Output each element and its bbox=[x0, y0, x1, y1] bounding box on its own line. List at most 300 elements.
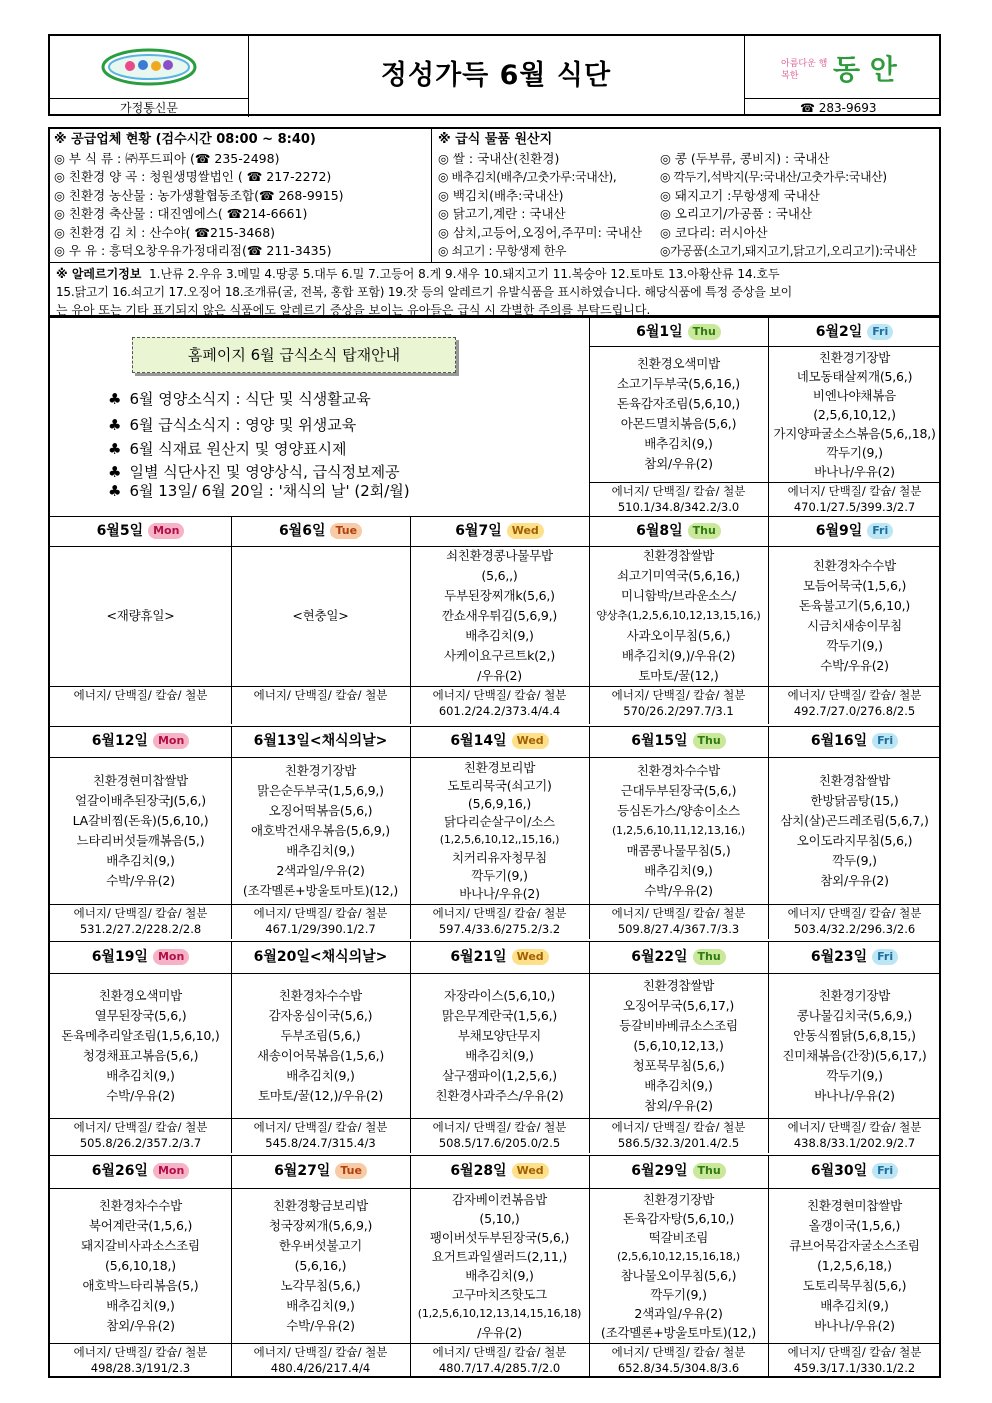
day-menu bbox=[589, 1188, 768, 1343]
menu-item: 도토리묵국(쇠고기) bbox=[447, 777, 552, 793]
day-date: 6월21일 bbox=[450, 949, 507, 965]
menu-item: 깍두(9,) bbox=[832, 852, 877, 868]
menu-item: 친환경기장밥 bbox=[642, 1191, 715, 1207]
allergy-text: 1.난류 2.우유 3.메밀 4.땅콩 5.대두 6.밀 7.고등어 8.게 9.새우 10.돼지고기 11.복숭아 12.토마토 13.아황산류 14.호두 bbox=[149, 267, 780, 281]
nutrition-values: 498/28.3/191/2.3 bbox=[90, 1361, 191, 1375]
menu-item: 참외/우유(2) bbox=[644, 456, 713, 471]
weekday-badge: Fri bbox=[867, 324, 893, 340]
day-header bbox=[768, 726, 941, 757]
nutrition-values: 492.7/27.0/276.8/2.5 bbox=[793, 704, 916, 718]
day-menu bbox=[768, 546, 941, 686]
day-date: 6월30일 bbox=[810, 1163, 868, 1179]
district-logo-small: 아름다운 행복한 bbox=[781, 59, 828, 81]
menu-item: 고구마치즈핫도그 bbox=[451, 1286, 547, 1302]
day-date: 6월7일 bbox=[455, 523, 502, 539]
menu-item: 요거트과일샐러드(2,11,) bbox=[431, 1248, 568, 1264]
day-header bbox=[589, 726, 768, 757]
nutrition-info bbox=[768, 1118, 941, 1154]
menu-item: 수박/우유(2) bbox=[820, 658, 889, 673]
nutrition-info bbox=[589, 904, 768, 940]
menu-item: 올갱이국(1,5,6,) bbox=[808, 1217, 901, 1233]
notice-item bbox=[108, 438, 346, 459]
menu-item: 참외/우유(2) bbox=[106, 1317, 175, 1333]
day-menu bbox=[589, 757, 768, 904]
weekday-badge: Thu bbox=[693, 1163, 726, 1179]
weekday-badge: Wed bbox=[507, 523, 544, 539]
menu-item: 감자베이컨볶음밥 bbox=[451, 1191, 547, 1207]
menu-item: 친환경찹쌀밥 bbox=[642, 548, 715, 563]
menu-item: 깐쇼새우튀김(5,6,9,) bbox=[441, 608, 558, 623]
menu-item: (5,10,) bbox=[479, 1210, 520, 1226]
nutrition-values: 438.8/33.1/202.9/2.7 bbox=[793, 1136, 916, 1150]
origin-row bbox=[438, 224, 941, 243]
day-menu bbox=[589, 546, 768, 686]
nutrition-info bbox=[589, 482, 768, 517]
day-date: 6월5일 bbox=[96, 523, 144, 539]
menu-item: 수박/우유(2) bbox=[286, 1317, 355, 1333]
nutrition-info bbox=[589, 1343, 768, 1378]
nutrition-info bbox=[410, 1343, 589, 1378]
origin-item: ◎ 백김치(배추:국내산) bbox=[438, 187, 564, 203]
day-menu bbox=[231, 757, 410, 904]
day-date: 6월26일 bbox=[91, 1163, 148, 1179]
menu-item: 2색과일/우유(2) bbox=[634, 1305, 723, 1321]
notice-item bbox=[108, 388, 371, 409]
menu-item: (조각멜론+방울토마토)(12,) bbox=[242, 882, 399, 898]
menu-item: 깍두기(9,) bbox=[826, 1067, 883, 1083]
menu-item: 배추김치(9,) bbox=[106, 1297, 175, 1313]
menu-item: 친환경차수수밥 bbox=[98, 1197, 183, 1213]
menu-item: 도토리묵무침(5,6,) bbox=[802, 1277, 907, 1293]
menu-item: 쇠고기미역국(5,6,16,) bbox=[617, 568, 740, 583]
menu-item: <현충일> bbox=[292, 608, 349, 623]
allergy-heading: ※ 알레르기정보 bbox=[56, 267, 142, 281]
menu-item: 모듬어묵국(1,5,6,) bbox=[802, 578, 907, 593]
menu-item: 진미채볶음(간장)(5,6,17,) bbox=[782, 1047, 927, 1063]
menu-item: 삼치(살)곤드레조림(5,6,7,) bbox=[780, 812, 929, 828]
menu-item: 배추김치(9,) bbox=[106, 852, 175, 868]
phone-number: ☎ 283-9693 bbox=[744, 98, 941, 116]
nutrition-label: 에너지/ 단백질/ 칼슘/ 철분 bbox=[432, 1345, 567, 1359]
nutrition-label: 에너지/ 단백질/ 칼슘/ 철분 bbox=[253, 1345, 388, 1359]
notice-text: 6월 식재료 원산지 및 영양표시제 bbox=[129, 440, 347, 458]
origin-item: ◎ 닭고기,계란 : 국내산 bbox=[438, 206, 566, 221]
weekday-badge: Wed bbox=[512, 1163, 549, 1179]
day-date: 6월23일 bbox=[810, 949, 868, 965]
menu-item: 한우버섯불고기 bbox=[278, 1237, 363, 1253]
origin-row bbox=[438, 242, 941, 261]
weekday-badge: Fri bbox=[872, 1163, 898, 1179]
weekday-badge: Fri bbox=[872, 949, 898, 965]
day-date: 6월12일 bbox=[91, 733, 148, 749]
nutrition-label: 에너지/ 단백질/ 칼슘/ 철분 bbox=[611, 688, 746, 702]
day-header bbox=[768, 516, 941, 546]
day-header bbox=[589, 318, 768, 346]
nutrition-values: 531.2/27.2/228.2/2.8 bbox=[79, 922, 202, 936]
menu-item: 청포묵무침(5,6,) bbox=[632, 1057, 725, 1073]
nutrition-info bbox=[768, 686, 941, 725]
origin-heading: ※ 급식 물품 원산지 bbox=[438, 132, 553, 147]
day-header bbox=[410, 941, 589, 973]
nutrition-label: 에너지/ 단백질/ 칼슘/ 철분 bbox=[611, 1120, 746, 1134]
day-menu bbox=[410, 973, 589, 1118]
menu-item: 친환경사과주스/우유(2) bbox=[435, 1087, 564, 1103]
nutrition-label: 에너지/ 단백질/ 칼슘/ 철분 bbox=[253, 1120, 388, 1134]
menu-item: 수박/우유(2) bbox=[106, 1087, 175, 1103]
day-date: 6월15일 bbox=[631, 733, 688, 749]
day-menu bbox=[410, 1188, 589, 1343]
menu-item: 양상추(1,2,5,6,10,12,13,15,16,) bbox=[596, 609, 761, 622]
menu-item: 매콤콩나물무침(5,) bbox=[626, 842, 731, 858]
day-menu bbox=[768, 1188, 941, 1343]
nutrition-values: 470.1/27.5/399.3/2.7 bbox=[793, 500, 916, 514]
menu-item: 부채모양단무지 bbox=[457, 1027, 542, 1043]
menu-item: 근대두부된장국(5,6,) bbox=[620, 782, 737, 798]
nutrition-info bbox=[50, 686, 231, 725]
menu-item: 등심돈가스/양송이소스 bbox=[617, 802, 740, 818]
menu-item: 두부조림(5,6,) bbox=[280, 1027, 361, 1043]
nutrition-values: 601.2/24.2/373.4/4.4 bbox=[438, 704, 561, 718]
menu-item: 돼지갈비사과소스조림 bbox=[81, 1237, 200, 1253]
menu-item: 애호박느타리볶음(5,) bbox=[82, 1277, 199, 1293]
weekday-badge: Fri bbox=[872, 733, 898, 749]
menu-item: 친환경기장밥 bbox=[284, 762, 357, 778]
origin-item: ◎ 쇠고기 : 무항생제 한우 bbox=[438, 244, 567, 258]
day-date: 6월29일 bbox=[631, 1163, 688, 1179]
menu-item: 떡갈비조림 bbox=[648, 1229, 709, 1245]
menu-item: 맑은순두부국(1,5,6,9,) bbox=[257, 782, 384, 798]
menu-item: 친환경현미찹쌀밥 bbox=[92, 772, 188, 788]
club-icon: ♣ bbox=[108, 463, 122, 481]
nutrition-info bbox=[589, 686, 768, 725]
menu-item: 깍두기(9,) bbox=[471, 867, 528, 883]
nutrition-info bbox=[50, 1118, 231, 1154]
menu-item: 깍두기(9,) bbox=[826, 638, 883, 653]
weekday-badge: Tue bbox=[335, 1163, 367, 1179]
notice-text: 일별 식단사진 및 영양상식, 급식정보제공 bbox=[129, 463, 400, 481]
menu-item: 맑은무계란국(1,5,6,) bbox=[441, 1007, 558, 1023]
nutrition-label: 에너지/ 단백질/ 칼슘/ 철분 bbox=[432, 688, 567, 702]
district-logo bbox=[744, 36, 942, 98]
menu-item: 닭다리순살구이/소스 bbox=[444, 813, 555, 829]
menu-item: /우유(2) bbox=[477, 1324, 522, 1340]
nutrition-info bbox=[231, 1118, 410, 1154]
menu-item: 친환경보리밥 bbox=[463, 759, 536, 775]
menu-item: 배추김치(9,) bbox=[644, 1077, 713, 1093]
nutrition-label: 에너지/ 단백질/ 칼슘/ 철분 bbox=[73, 688, 208, 702]
menu-item: 청경채표고볶음(5,6,) bbox=[82, 1047, 199, 1063]
nutrition-label: 에너지/ 단백질/ 칼슘/ 철분 bbox=[253, 688, 388, 702]
info-panel bbox=[48, 127, 941, 317]
menu-item: 콩나물김치국(5,6,9,) bbox=[796, 1007, 913, 1023]
menu-item: 등갈비바베큐소스조림 bbox=[619, 1017, 738, 1033]
day-menu bbox=[768, 973, 941, 1118]
menu-item: 배추김치(9,) bbox=[644, 862, 713, 878]
school-logo bbox=[50, 36, 249, 98]
day-header bbox=[50, 516, 231, 546]
menu-item: 친환경기장밥 bbox=[818, 987, 891, 1003]
suppliers-heading: ※ 공급업체 현황 (검수시간 08:00 ~ 8:40) bbox=[54, 132, 316, 147]
weekday-badge: Mon bbox=[153, 733, 189, 749]
menu-item: (1,2,5,6,10,12,,15,16,) bbox=[439, 832, 560, 846]
menu-item: 소고기두부국(5,6,16,) bbox=[617, 376, 740, 391]
menu-item: 토마토/꿀(12,)/우유(2) bbox=[257, 1087, 383, 1103]
origin-row bbox=[438, 205, 941, 224]
day-header bbox=[410, 516, 589, 546]
menu-item: 열무된장국(5,6,) bbox=[94, 1007, 187, 1023]
menu-item: 돈육불고기(5,6,10,) bbox=[798, 598, 911, 613]
menu-item: 애호박건새우볶음(5,6,9,) bbox=[251, 822, 390, 838]
page-title: 정성가득 6월 식단 bbox=[380, 60, 612, 91]
menu-item: 느타리버섯들깨볶음(5,) bbox=[76, 832, 205, 848]
menu-item: 팽이버섯두부된장국(5,6,) bbox=[429, 1229, 570, 1245]
day-menu bbox=[231, 973, 410, 1118]
menu-item: 치커리유자청무침 bbox=[451, 849, 547, 865]
menu-item: 네모동태살찌개(5,6,) bbox=[796, 368, 913, 384]
origin-row bbox=[438, 150, 941, 169]
menu-item: 친환경차수수밥 bbox=[636, 762, 721, 778]
nutrition-values: 508.5/17.6/205.0/2.5 bbox=[438, 1136, 561, 1150]
menu-item: (5,6,9,16,) bbox=[467, 795, 532, 811]
nutrition-values: 480.7/17.4/285.7/2.0 bbox=[438, 1361, 561, 1375]
menu-item: <재량휴일> bbox=[106, 608, 175, 623]
nutrition-info bbox=[50, 1343, 231, 1378]
day-menu bbox=[231, 546, 410, 686]
menu-item: 시금치새송이무침 bbox=[806, 618, 902, 633]
weekday-badge: Mon bbox=[153, 949, 189, 965]
supplier-line: ◎ 친환경 양 곡 : 청원생명쌀법인 ( ☎ 217-2272) bbox=[54, 169, 332, 184]
menu-item: 깍두기(9,) bbox=[826, 444, 883, 460]
day-header bbox=[589, 516, 768, 546]
origin-item: ◎ 배추김치(배추/고춧가루:국내산), bbox=[438, 170, 617, 184]
nutrition-label: 에너지/ 단백질/ 칼슘/ 철분 bbox=[787, 906, 922, 920]
menu-item: 쇠친환경콩나물무밥 bbox=[446, 548, 553, 563]
notice-text: 6월 13일/ 6월 20일 : '채식의 날' (2회/월) bbox=[129, 482, 410, 500]
day-menu bbox=[768, 757, 941, 904]
nutrition-values: 652.8/34.5/304.8/3.6 bbox=[617, 1361, 740, 1375]
weekday-badge: Thu bbox=[693, 949, 726, 965]
menu-item: (2,5,6,10,12,15,16,18,) bbox=[617, 1249, 740, 1263]
nutrition-info bbox=[589, 1118, 768, 1154]
menu-item: 배추김치(9,) bbox=[286, 1067, 355, 1083]
nutrition-info bbox=[410, 904, 589, 940]
nutrition-label: 에너지/ 단백질/ 칼슘/ 철분 bbox=[432, 906, 567, 920]
nutrition-label: 에너지/ 단백질/ 칼슘/ 철분 bbox=[611, 484, 746, 498]
nutrition-label: 에너지/ 단백질/ 칼슘/ 철분 bbox=[787, 1345, 922, 1359]
day-header bbox=[410, 726, 589, 757]
nutrition-values: 510.1/34.8/342.2/3.0 bbox=[617, 500, 740, 514]
nutrition-values: 503.4/32.2/296.3/2.6 bbox=[793, 922, 916, 936]
notice-item bbox=[108, 414, 356, 435]
day-date: 6월2일 bbox=[815, 324, 863, 340]
day-date: 6월20일<채식의날> bbox=[253, 949, 388, 965]
supplier-line: ◎ 친환경 김 치 : 산수야( ☎215-3468) bbox=[54, 224, 276, 240]
origin-item: ◎ 콩 (두부류, 콩비지) : 국내산 bbox=[660, 150, 830, 166]
nutrition-label: 에너지/ 단백질/ 칼슘/ 철분 bbox=[253, 906, 388, 920]
nutrition-info bbox=[410, 1118, 589, 1154]
weekday-badge: Thu bbox=[688, 324, 721, 340]
allergy-info bbox=[50, 262, 941, 317]
menu-item: 아몬드멸치볶음(5,6,) bbox=[620, 416, 737, 431]
day-header bbox=[231, 516, 410, 546]
day-menu bbox=[231, 1188, 410, 1343]
day-date: 6월13일<채식의날> bbox=[253, 733, 388, 749]
day-menu bbox=[50, 546, 231, 686]
day-date: 6월16일 bbox=[810, 733, 868, 749]
menu-item: 친환경오색미밥 bbox=[636, 356, 721, 371]
menu-item: 한방닭곰탕(15,) bbox=[810, 792, 899, 808]
menu-item: (2,5,6,10,12,) bbox=[813, 406, 896, 422]
menu-item: 배추김치(9,) bbox=[465, 1047, 534, 1063]
weekday-badge: Thu bbox=[688, 523, 721, 539]
menu-item: 사케이요구르트k(2,) bbox=[443, 648, 556, 663]
menu-item: 사과오이무침(5,6,) bbox=[626, 628, 731, 643]
menu-item: 배추김치(9,) bbox=[286, 1297, 355, 1313]
nutrition-label: 에너지/ 단백질/ 칼슘/ 철분 bbox=[73, 1345, 208, 1359]
nutrition-label: 에너지/ 단백질/ 칼슘/ 철분 bbox=[432, 1120, 567, 1134]
notice-item bbox=[108, 461, 400, 482]
menu-item: 참외/우유(2) bbox=[644, 1097, 713, 1113]
menu-item: 2색과일/우유(2) bbox=[276, 862, 365, 878]
nutrition-values: 597.4/33.6/275.2/3.2 bbox=[438, 922, 561, 936]
club-icon: ♣ bbox=[108, 440, 122, 458]
day-date: 6월14일 bbox=[450, 733, 507, 749]
day-menu bbox=[410, 757, 589, 904]
menu-item: 배추김치(9,) bbox=[286, 842, 355, 858]
day-menu bbox=[50, 757, 231, 904]
menu-item: 배추김치(9,) bbox=[465, 628, 534, 643]
day-menu bbox=[50, 973, 231, 1118]
nutrition-values: 467.1/29/390.1/2.7 bbox=[265, 922, 376, 936]
origin-item: ◎ 깍두기,석박지(무:국내산/고춧가루:국내산) bbox=[660, 170, 887, 184]
nutrition-values: 586.5/32.3/201.4/2.5 bbox=[617, 1136, 740, 1150]
club-icon: ♣ bbox=[108, 390, 122, 408]
nutrition-info bbox=[231, 686, 410, 725]
menu-item: 안동식찜닭(5,6,8,15,) bbox=[793, 1027, 916, 1043]
allergy-text: 는 유아 또는 기타 표기되지 않은 식품에도 알레르기 증상을 보이는 유아들은 급식 시 각별한 주의를 부탁드립니다. bbox=[56, 303, 651, 317]
day-header bbox=[50, 1155, 231, 1188]
menu-item: 노각무침(5,6,) bbox=[280, 1277, 361, 1293]
notice-title: 홈페이지 6월 급식소식 탑재안내 bbox=[132, 337, 456, 373]
menu-item: (5,6,16,) bbox=[294, 1257, 347, 1273]
day-menu bbox=[768, 346, 941, 482]
menu-item: 돈육메추리알조림(1,5,6,10,) bbox=[61, 1027, 220, 1043]
menu-item: 살구잼파이(1,2,5,6,) bbox=[442, 1067, 557, 1083]
menu-item: /우유(2) bbox=[477, 668, 522, 683]
menu-item: (1,2,5,6,18,) bbox=[817, 1257, 892, 1273]
menu-item: 친환경차수수밥 bbox=[278, 987, 363, 1003]
notice-text: 6월 급식소식지 : 영양 및 위생교육 bbox=[129, 416, 357, 434]
day-header bbox=[231, 726, 410, 757]
weekday-badge: Tue bbox=[330, 523, 362, 539]
nutrition-values: 509.8/27.4/367.7/3.3 bbox=[617, 922, 740, 936]
nutrition-label: 에너지/ 단백질/ 칼슘/ 철분 bbox=[787, 1120, 922, 1134]
header bbox=[48, 34, 941, 116]
menu-item: 비엔나야채볶음 bbox=[812, 387, 897, 403]
menu-item: 큐브어묵감자굴소스조림 bbox=[789, 1237, 920, 1253]
nutrition-info bbox=[768, 482, 941, 517]
menu-item: 오징어무국(5,6,17,) bbox=[622, 997, 735, 1013]
day-header bbox=[768, 318, 941, 346]
weekday-badge: Mon bbox=[148, 523, 184, 539]
menu-item: 친환경황금보리밥 bbox=[272, 1197, 368, 1213]
menu-item: 배추김치(9,) bbox=[644, 436, 713, 451]
origin-row bbox=[438, 187, 941, 206]
day-date: 6월8일 bbox=[636, 523, 683, 539]
nutrition-info bbox=[231, 1343, 410, 1378]
menu-item: (1,2,5,6,10,12,13,14,15,16,18) bbox=[417, 1306, 582, 1320]
nutrition-values: 459.3/17.1/330.1/2.2 bbox=[793, 1361, 916, 1375]
menu-item: 청국장찌개(5,6,9,) bbox=[268, 1217, 373, 1233]
nutrition-info bbox=[768, 904, 941, 940]
menu-item: 북어계란국(1,5,6,) bbox=[88, 1217, 193, 1233]
left-caption: 가정통신문 bbox=[50, 98, 249, 117]
day-date: 6월6일 bbox=[278, 523, 326, 539]
origin-item: ◎ 돼지고기 :무항생제 국내산 bbox=[660, 187, 820, 203]
menu-item: 바나나/우유(2) bbox=[459, 885, 540, 901]
menu-item: 새송이어묵볶음(1,5,6,) bbox=[256, 1047, 385, 1063]
origin-item: ◎가공품(소고기,돼지고기,닭고기,오리고기):국내산 bbox=[660, 244, 917, 258]
weekday-badge: Wed bbox=[512, 733, 549, 749]
menu-item: 수박/우유(2) bbox=[106, 872, 175, 888]
day-header bbox=[410, 1155, 589, 1188]
weekday-badge: Fri bbox=[867, 523, 893, 539]
day-date: 6월1일 bbox=[636, 324, 683, 340]
menu-item: (1,2,5,6,10,11,12,13,16,) bbox=[611, 823, 746, 837]
menu-item: 친환경찹쌀밥 bbox=[642, 977, 715, 993]
day-menu bbox=[589, 973, 768, 1118]
day-menu bbox=[50, 1188, 231, 1343]
day-menu bbox=[589, 346, 768, 482]
day-header bbox=[768, 1155, 941, 1188]
menu-item: 배추김치(9,) bbox=[106, 1067, 175, 1083]
day-header bbox=[589, 941, 768, 973]
day-header bbox=[768, 941, 941, 973]
menu-item: 참외/우유(2) bbox=[820, 872, 889, 888]
day-date: 6월22일 bbox=[631, 949, 688, 965]
menu-item: (5,6,10,12,13,) bbox=[633, 1037, 724, 1053]
weekday-badge: Thu bbox=[693, 733, 726, 749]
menu-item: 감자옹심이국(5,6,) bbox=[268, 1007, 373, 1023]
menu-item: 바나나/우유(2) bbox=[814, 1317, 895, 1333]
nutrition-label: 에너지/ 단백질/ 칼슘/ 철분 bbox=[73, 1120, 208, 1134]
origin-item: ◎ 삼치,고등어,오징어,주꾸미: 국내산 bbox=[438, 224, 643, 240]
menu-item: (5,6,10,18,) bbox=[105, 1257, 176, 1273]
menu-item: 돈육감자탕(5,6,10,) bbox=[622, 1210, 735, 1226]
origin-item: ◎ 쌀 : 국내산(친환경) bbox=[438, 150, 560, 166]
nutrition-info bbox=[768, 1343, 941, 1378]
nutrition-values: 505.8/26.2/357.2/3.7 bbox=[79, 1136, 202, 1150]
origin-item: ◎ 오리고기/가공품 : 국내산 bbox=[660, 206, 813, 221]
day-menu bbox=[410, 546, 589, 686]
club-icon: ♣ bbox=[108, 416, 122, 434]
menu-item: 수박/우유(2) bbox=[644, 882, 713, 898]
supplier-line: ◎ 친환경 축산물 : 대진엠에스( ☎214-6661) bbox=[54, 206, 308, 221]
day-header bbox=[50, 941, 231, 973]
weekday-badge: Mon bbox=[153, 1163, 189, 1179]
menu-item: 배추김치(9,) bbox=[820, 1297, 889, 1313]
menu-item: 오이도라지무침(5,6,) bbox=[796, 832, 913, 848]
origin-row bbox=[438, 168, 941, 187]
menu-item: 친환경차수수밥 bbox=[812, 558, 897, 573]
menu-item: 바나나/우유(2) bbox=[814, 1087, 895, 1103]
nutrition-label: 에너지/ 단백질/ 칼슘/ 철분 bbox=[611, 906, 746, 920]
supplier-line: ◎ 우 유 : 흥덕오창우유가정대리점(☎ 211-3435) bbox=[54, 243, 332, 258]
supplier-line: ◎ 부 식 류 : ㈜푸드피아 (☎ 235-2498) bbox=[54, 150, 280, 166]
menu-item: 친환경기장밥 bbox=[818, 349, 891, 365]
menu-item: 토마토/꿀(12,) bbox=[638, 668, 719, 683]
nutrition-info bbox=[231, 904, 410, 940]
